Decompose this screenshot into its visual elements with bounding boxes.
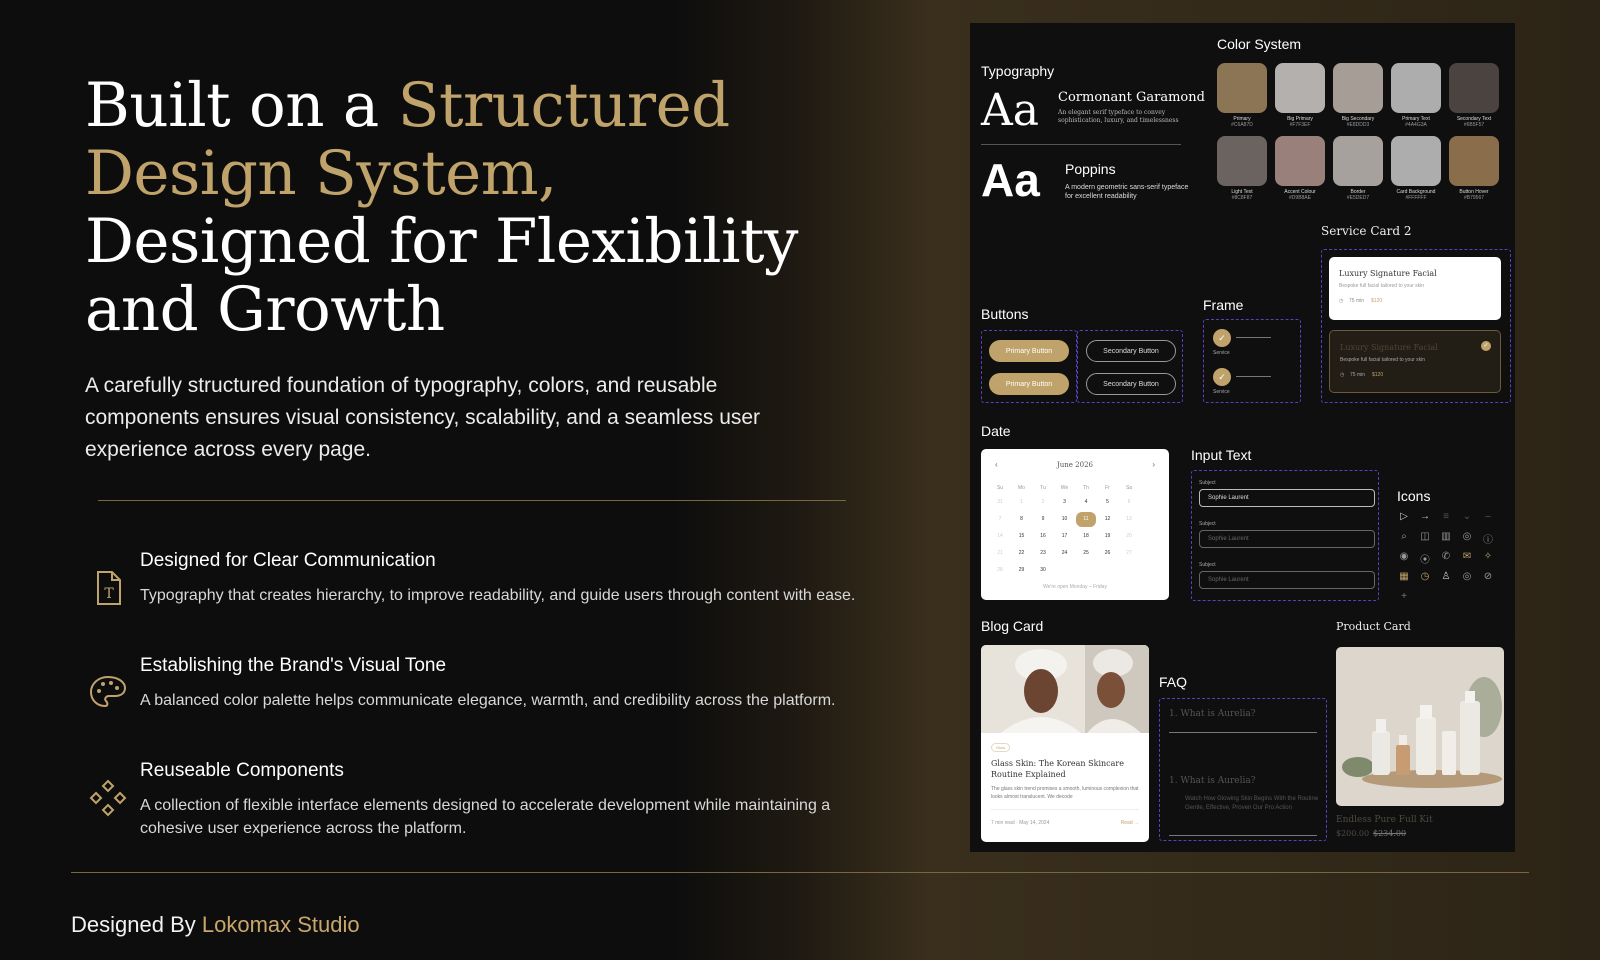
headline-highlight: Design System,: [85, 138, 557, 209]
user-icon[interactable]: ♙: [1441, 571, 1451, 582]
location-icon[interactable]: ⦿: [1420, 555, 1430, 566]
calendar-day[interactable]: 22: [1018, 550, 1025, 556]
color-swatch: [1217, 136, 1267, 186]
clock-icon: ◷: [1339, 298, 1344, 304]
color-swatch-hex: #4A4G3A: [1405, 122, 1427, 128]
feature-description: A collection of flexible interface elements designed to accelerate development while maintaining a cohesive user experience across the platform.: [140, 797, 831, 837]
check-icon[interactable]: ✓: [1213, 368, 1231, 386]
calendar-day[interactable]: 23: [1040, 550, 1046, 556]
calendar-day[interactable]: 11: [1083, 516, 1089, 522]
headline-highlight: Structured: [397, 70, 730, 141]
serif-font-desc: An elegant serif typeface to convey sophistication, luxury, and timelessness: [1058, 109, 1179, 124]
calendar-day[interactable]: 6: [1127, 499, 1131, 505]
components-icon: [88, 778, 128, 818]
hero-intro: A carefully structured foundation of typography, colors, and reusable components ensures visual consistency, scalability, and a seamless user experience across every page.: [85, 374, 761, 461]
phone-icon[interactable]: ✆: [1441, 551, 1451, 562]
color-swatch-name: Light Text: [1231, 189, 1253, 195]
product-card-heading: Product Card: [1336, 620, 1411, 633]
calendar-day[interactable]: 30: [1040, 567, 1046, 573]
sans-sample: Aa: [981, 154, 1040, 206]
calendar-day[interactable]: 3: [1063, 499, 1066, 505]
calendar-day[interactable]: 18: [1083, 533, 1089, 539]
hero-headline: [85, 72, 875, 344]
calendar-day[interactable]: 15: [1018, 533, 1025, 539]
product-card-image[interactable]: [1336, 647, 1504, 806]
color-swatch: [1391, 136, 1441, 186]
footer-prefix: Designed By: [71, 912, 202, 937]
color-swatch-hex: #D9B8AE: [1289, 195, 1311, 201]
blog-card-image: [981, 645, 1149, 733]
sans-font-desc: A modern geometric sans-serif typeface for excellent readability: [1065, 184, 1189, 200]
svg-text:T: T: [104, 586, 114, 602]
serif-sample: Aa: [981, 85, 1040, 136]
calendar-day[interactable]: 12: [1104, 516, 1111, 522]
clock-icon: ◷: [1340, 372, 1345, 378]
color-system-heading: Color System: [1217, 36, 1302, 52]
footer-divider: [71, 872, 1529, 873]
color-swatch-hex: #E5DED7: [1346, 195, 1370, 201]
service-card-selected[interactable]: [1329, 330, 1501, 393]
color-swatch-hex: #F7F3EF: [1289, 122, 1311, 128]
service-card-desc: Bespoke full facial tailored to your skin: [1339, 283, 1425, 289]
color-swatch-name: Secondary Text: [1456, 116, 1492, 122]
feature-item: [88, 655, 868, 735]
clock-icon[interactable]: ◷: [1420, 571, 1430, 582]
calendar-day[interactable]: 7: [998, 516, 1002, 522]
blog-card[interactable]: [981, 645, 1149, 842]
primary-button-hover[interactable]: Primary Button: [989, 373, 1069, 395]
service-card-price: $120: [1372, 372, 1384, 378]
chevron-right-icon[interactable]: ›: [1152, 460, 1155, 469]
trash-icon[interactable]: ▥: [1441, 531, 1451, 542]
mail-icon[interactable]: ✉: [1462, 551, 1472, 562]
feature-description: Typography that creates hierarchy, to improve readability, and guide users through content with ease.: [140, 587, 856, 604]
calendar-day[interactable]: 24: [1061, 550, 1068, 556]
color-swatch-hex: #FFFFFF: [1405, 195, 1427, 201]
color-swatch-name: Card Background: [1396, 189, 1436, 195]
link-icon[interactable]: ⊘: [1483, 571, 1493, 582]
search-icon[interactable]: ⌕: [1401, 531, 1407, 542]
calendar-weekday: We: [1060, 485, 1069, 491]
secondary-button-hover[interactable]: Secondary Button: [1086, 373, 1176, 395]
faq-question[interactable]: 1. What is Aurelia?: [1169, 709, 1256, 719]
headline-part: Designed for Flexibility: [85, 206, 798, 277]
color-swatch-name: Primary Text: [1402, 116, 1430, 122]
blog-card-heading: Blog Card: [981, 618, 1044, 634]
calendar-day[interactable]: 8: [1020, 516, 1023, 522]
calendar-day[interactable]: 16: [1040, 533, 1046, 539]
calendar-day[interactable]: 13: [1126, 516, 1132, 522]
calendar-weekday: Th: [1083, 485, 1089, 491]
typography-divider: [981, 144, 1181, 145]
feature-item: [88, 760, 868, 840]
input-label: Subject: [1199, 562, 1216, 568]
headline-part: Built on a: [85, 70, 398, 141]
calendar-weekday: Mo: [1018, 485, 1025, 491]
icons-heading: Icons: [1397, 488, 1431, 504]
feature-title: Designed for Clear Communication: [140, 550, 436, 571]
color-swatch-hex: #B79567: [1463, 195, 1485, 201]
calendar-day[interactable]: 9: [1041, 516, 1045, 522]
service-card-duration: 75 min: [1349, 298, 1365, 304]
palette-icon: [88, 673, 128, 713]
input-label: Subject: [1199, 480, 1216, 486]
calendar-day[interactable]: 1: [1020, 499, 1023, 505]
calendar-weekday: Sa: [1125, 485, 1133, 491]
color-swatch-name: Accent Colour: [1284, 189, 1316, 195]
check-icon: ✓: [1481, 341, 1491, 351]
service-card-title: Luxury Signature Facial: [1340, 343, 1438, 352]
blog-card-divider: [991, 809, 1139, 810]
input-label: Subject: [1199, 521, 1216, 527]
input-heading: Input Text: [1191, 447, 1252, 463]
service-card-duration: 75 min: [1350, 372, 1366, 378]
color-swatch-hex: #6B5F57: [1463, 122, 1485, 128]
calendar-day[interactable]: 25: [1083, 550, 1089, 556]
calendar-day[interactable]: 27: [1126, 550, 1132, 556]
headline-part: and Growth: [85, 274, 445, 345]
instagram-icon[interactable]: ◎: [1462, 571, 1472, 582]
calendar-day[interactable]: 17: [1061, 533, 1068, 539]
calendar-note: We're open Monday – Friday: [1043, 584, 1107, 590]
feature-title: Establishing the Brand's Visual Tone: [140, 655, 447, 676]
product-old-price: $234.00: [1373, 829, 1407, 838]
calendar-day[interactable]: 29: [1018, 567, 1025, 573]
color-swatch-name: Primary: [1233, 116, 1251, 122]
arrow-right-icon[interactable]: →: [1420, 511, 1430, 522]
faq-divider: [1169, 732, 1317, 733]
frame-label: Service: [1213, 350, 1230, 356]
sans-font-name: Poppins: [1065, 161, 1116, 177]
color-swatch-name: Big Secondary: [1341, 116, 1375, 122]
calendar-day[interactable]: 14: [997, 533, 1003, 539]
footer-studio-link[interactable]: Lokomax Studio: [201, 912, 360, 937]
color-swatch-hex: #E8DDD3: [1346, 122, 1370, 128]
at-icon[interactable]: ◉: [1399, 551, 1409, 562]
calendar-day[interactable]: 5: [1106, 499, 1109, 505]
secondary-button[interactable]: Secondary Button: [1086, 340, 1176, 362]
blog-card-tag: Glow: [991, 743, 1010, 752]
sparkle-icon[interactable]: ✧: [1483, 551, 1493, 562]
primary-button[interactable]: Primary Button: [989, 340, 1069, 362]
calendar-weekday: Su: [996, 485, 1004, 491]
calendar-weekday: Tu: [1040, 485, 1046, 491]
read-more-link[interactable]: Read →: [1120, 820, 1139, 826]
service-card-heading: Service Card 2: [1321, 224, 1412, 238]
subject-input[interactable]: Sophie Laurent: [1199, 571, 1375, 589]
typography-heading: Typography: [981, 63, 1055, 79]
text-document-icon: [88, 568, 128, 608]
calendar: [981, 449, 1169, 600]
faq-frame: [1159, 698, 1327, 841]
color-swatch: [1449, 136, 1499, 186]
hero-section: [85, 72, 875, 466]
blog-card-title: Glass Skin: The Korean Skincare Routine Explained: [991, 759, 1124, 779]
service-card-desc: Bespoke full facial tailored to your skin: [1340, 357, 1426, 363]
subject-input[interactable]: Sophie Laurent: [1199, 489, 1375, 507]
faq-answer: Watch How Glowing Skin Begins With the Routine Gentle, Effective, Proven Our Pro Action: [1185, 796, 1319, 811]
calendar-day[interactable]: 21: [997, 550, 1003, 556]
blog-card-meta: 7 min read · May 14, 2024: [991, 820, 1050, 826]
frame-label: Service: [1213, 389, 1230, 395]
chevron-left-icon[interactable]: ‹: [995, 460, 998, 469]
check-icon[interactable]: ✓: [1213, 329, 1231, 347]
calendar-day[interactable]: 31: [997, 499, 1003, 505]
serif-font-name: Cormonant Garamond: [1058, 90, 1205, 105]
feature-description: A balanced color palette helps communicate elegance, warmth, and credibility across the platform.: [140, 692, 836, 709]
menu-icon[interactable]: ≡: [1443, 511, 1449, 522]
faq-question[interactable]: 1. What is Aurelia?: [1169, 776, 1256, 786]
design-system-panel: [970, 23, 1515, 852]
minus-icon[interactable]: –: [1485, 511, 1491, 522]
calendar-day[interactable]: 19: [1104, 533, 1111, 539]
section-divider: [98, 500, 846, 501]
service-card-light[interactable]: [1329, 257, 1501, 320]
color-swatch: [1333, 136, 1383, 186]
date-heading: Date: [981, 423, 1011, 439]
footer-credit: [71, 912, 360, 938]
feature-title: Reuseable Components: [140, 760, 344, 781]
faq-heading: FAQ: [1159, 674, 1188, 690]
color-swatch: [1391, 63, 1441, 113]
frame-heading: Frame: [1203, 297, 1244, 313]
calendar-day[interactable]: 28: [997, 567, 1003, 573]
service-card-title: Luxury Signature Facial: [1339, 269, 1437, 278]
user-circle-icon[interactable]: ◎: [1462, 531, 1472, 542]
color-swatch: [1333, 63, 1383, 113]
color-swatch: [1217, 63, 1267, 113]
info-icon[interactable]: ⓘ: [1483, 535, 1493, 546]
calendar-day[interactable]: 2: [1041, 499, 1045, 505]
product-name: Endless Pure Full Kit: [1336, 815, 1433, 825]
plus-icon[interactable]: +: [1401, 591, 1407, 602]
blog-card-desc: The glass skin trend promises a smooth, luminous complexion that looks almost translucent. We decode: [991, 786, 1139, 800]
subject-input[interactable]: Sophie Laurent: [1199, 530, 1375, 548]
color-swatch-name: Button Hover: [1459, 189, 1489, 195]
calendar-day[interactable]: 10: [1061, 516, 1068, 522]
color-swatch: [1449, 63, 1499, 113]
product-price: $200.00: [1336, 829, 1370, 838]
chevron-down-icon[interactable]: ⌄: [1462, 511, 1472, 522]
frame-line: [1236, 337, 1271, 338]
service-card-price: $120: [1371, 298, 1383, 304]
calendar-icon[interactable]: ▦: [1399, 571, 1409, 582]
faq-divider: [1169, 835, 1317, 836]
color-swatch: [1275, 63, 1325, 113]
color-swatch-hex: #C6A87D: [1231, 122, 1253, 128]
feature-item: [88, 550, 868, 630]
frame-line: [1236, 376, 1271, 377]
color-swatch-hex: #8C8F87: [1231, 195, 1253, 201]
calendar-month: June 2026: [1056, 461, 1093, 469]
calendar-day[interactable]: 26: [1104, 550, 1111, 556]
buttons-heading: Buttons: [981, 306, 1029, 322]
bag-icon[interactable]: ◫: [1420, 531, 1430, 542]
color-swatch-name: Big Primary: [1287, 116, 1313, 122]
calendar-day[interactable]: 20: [1126, 533, 1132, 539]
color-swatch-name: Border: [1350, 189, 1366, 195]
calendar-day[interactable]: 4: [1084, 499, 1088, 505]
calendar-weekday: Fr: [1105, 485, 1110, 491]
play-icon[interactable]: ▷: [1400, 511, 1408, 522]
color-swatch: [1275, 136, 1325, 186]
